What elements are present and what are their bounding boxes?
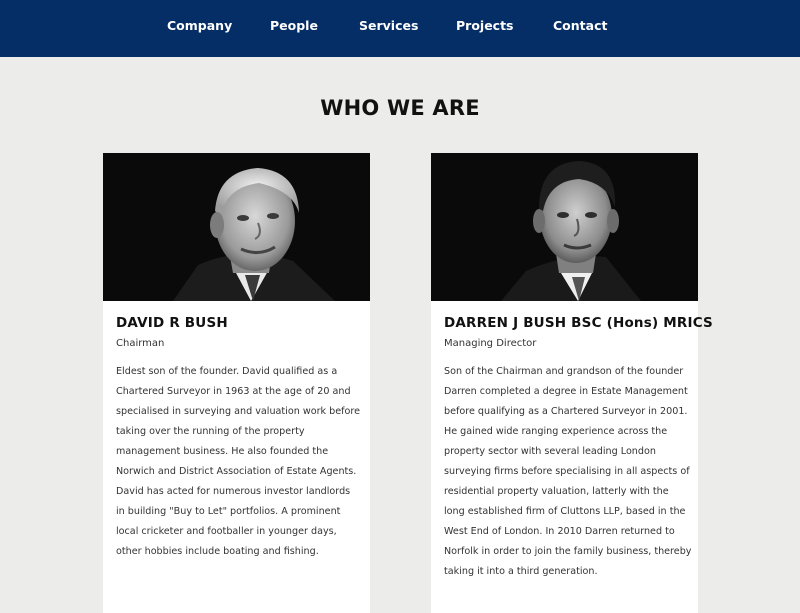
person-photo-darren bbox=[431, 153, 698, 301]
person-card-darren bbox=[431, 153, 713, 613]
nav-link-contact[interactable]: Contact bbox=[553, 18, 608, 33]
nav-link-services[interactable]: Services bbox=[359, 18, 419, 33]
person-card-david bbox=[103, 153, 370, 613]
person-bio: Eldest son of the founder. David qualified as a Chartered Surveyor in 1963 at the age of 20 and specialised in surveying and valuation work before taking over the running of the property management business. He also founded the Norwich and District Association of Estate Agents. David has acted for numerous investor landlords in building "Buy to Let" portfolios. A prominent local cricketer and footballer in younger days, other hobbies include boating and fishing. bbox=[116, 366, 360, 557]
person-photo-david bbox=[103, 153, 370, 301]
person-role: Chairman bbox=[116, 338, 165, 349]
nav-link-company[interactable]: Company bbox=[167, 18, 233, 33]
person-name: DAVID R BUSH bbox=[116, 315, 228, 331]
person-bio: Son of the Chairman and grandson of the founder Darren completed a degree in Estate Management before qualifying as a Chartered Surveyor in 2001. He gained wide ranging experience across the property sector with several leading London surveying firms before specialising in all aspects of residential property valuation, latterly with the long established firm of Cluttons LLP, based in the West End of London. In 2010 Darren returned to Norfolk in order to join the family business, thereby taking it into a third generation. bbox=[444, 366, 692, 577]
main-navbar bbox=[0, 0, 800, 57]
nav-link-people[interactable]: People bbox=[270, 18, 318, 33]
person-role: Managing Director bbox=[444, 338, 537, 349]
person-name: DARREN J BUSH BSC (Hons) MRICS bbox=[444, 315, 713, 331]
section-title: WHO WE ARE bbox=[320, 96, 480, 120]
nav-link-projects[interactable]: Projects bbox=[456, 18, 514, 33]
